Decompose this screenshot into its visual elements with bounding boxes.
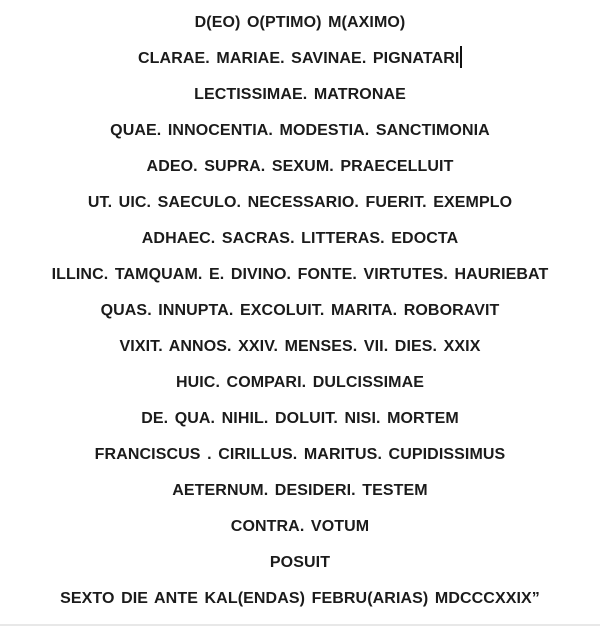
inscription-text	[0, 10, 600, 616]
line-text: QUAS. INNUPTA. EXCOLUIT. MARITA. ROBORAVIT	[100, 302, 500, 319]
inscription-line-3	[0, 82, 600, 118]
inscription-line-1	[0, 10, 600, 46]
line-text: ADEO. SUPRA. SEXUM. PRAECELLUIT	[146, 158, 454, 175]
line-text: UT. UIC. SAECULO. NECESSARIO. FUERIT. EXEMPLO	[87, 194, 513, 211]
inscription-line-17	[0, 586, 600, 616]
inscription-line-9	[0, 298, 600, 334]
inscription-line-10	[0, 334, 600, 370]
inscription-line-12	[0, 406, 600, 442]
line-text: FRANCISCUS . CIRILLUS. MARITUS. CUPIDISSIMUS	[94, 446, 506, 463]
line-text: POSUIT	[269, 554, 331, 571]
inscription-line-8	[0, 262, 600, 298]
line-text: ADHAEC. SACRAS. LITTERAS. EDOCTA	[141, 230, 459, 247]
inscription-line-4	[0, 118, 600, 154]
line-text: HUIC. COMPARI. DULCISSIMAE	[175, 374, 425, 391]
line-text: QUAE. INNOCENTIA. MODESTIA. SANCTIMONIA	[110, 122, 490, 139]
line-text: CONTRA. VOTUM	[230, 518, 370, 535]
line-text: ILLINC. TAMQUAM. E. DIVINO. FONTE. VIRTUTES. HAURIEBAT	[51, 266, 549, 283]
inscription-line-11	[0, 370, 600, 406]
inscription-line-5	[0, 154, 600, 190]
line-text: LECTISSIMAE. MATRONAE	[194, 86, 406, 103]
line-text: VIXIT. ANNOS. XXIV. MENSES. VII. DIES. XXIX	[119, 338, 481, 355]
inscription-line-7	[0, 226, 600, 262]
inscription-line-13	[0, 442, 600, 478]
line-text: AETERNUM. DESIDERI. TESTEM	[172, 482, 428, 499]
inscription-line-14	[0, 478, 600, 514]
line-text: D(EO) O(PTIMO) M(AXIMO)	[194, 14, 406, 31]
line-text: CLARAE. MARIAE. SAVINAE. PIGNATARI	[138, 50, 460, 67]
line-text: SEXTO DIE ANTE KAL(ENDAS) FEBRU(ARIAS) MDCCCXXIX”	[60, 590, 540, 607]
inscription-line-16	[0, 550, 600, 586]
inscription-line-2	[0, 46, 600, 82]
inscription-line-15	[0, 514, 600, 550]
inscription-line-6	[0, 190, 600, 226]
text-cursor	[460, 46, 462, 68]
line-text: DE. QUA. NIHIL. DOLUIT. NISI. MORTEM	[141, 410, 459, 427]
